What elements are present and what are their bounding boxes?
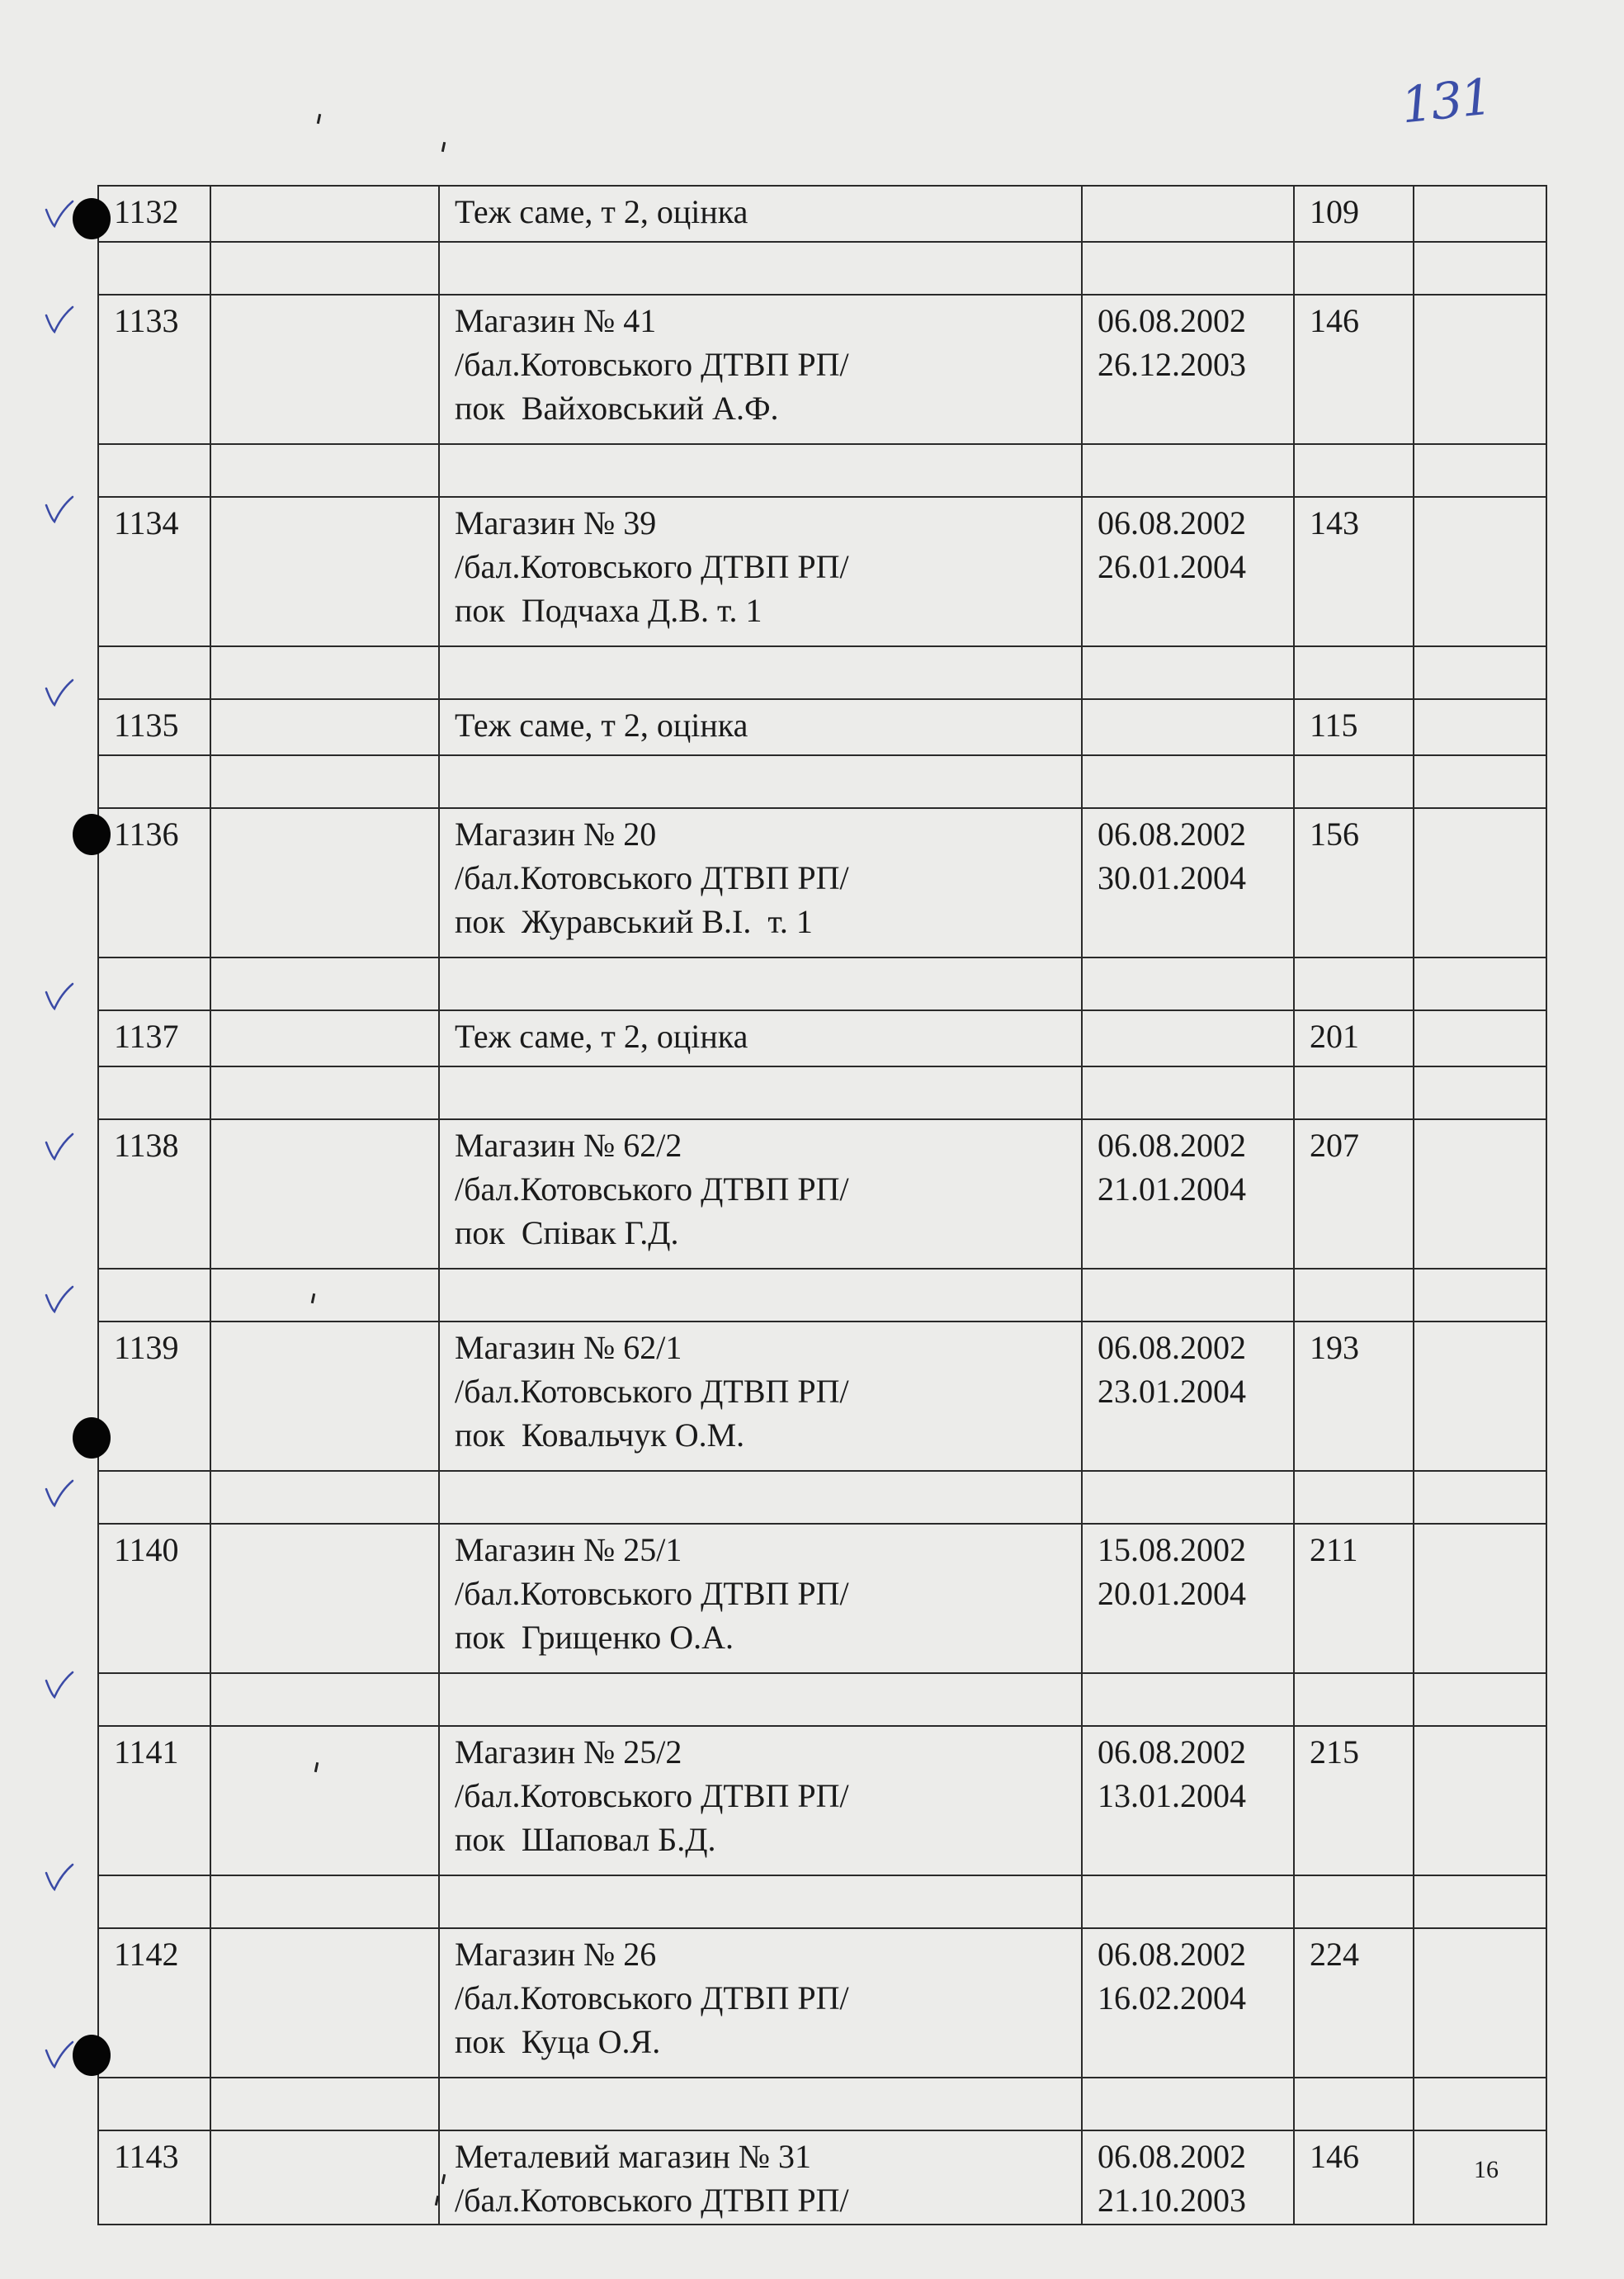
record-description-cell: Магазин № 26 /бал.Котовського ДТВП РП/ пок Куца О.Я. <box>439 1928 1082 2078</box>
record-pages-cell: 201 <box>1294 1010 1414 1066</box>
table-row-spacer <box>98 1066 1546 1119</box>
record-code-cell <box>210 1524 439 1673</box>
table-row <box>98 1726 1546 1875</box>
table-cell <box>1294 444 1414 497</box>
table-cell <box>1082 755 1294 808</box>
checkmark-icon <box>43 1284 76 1317</box>
record-pages-cell: 146 <box>1294 2130 1414 2225</box>
checkmark-icon <box>43 1669 76 1702</box>
record-code-cell <box>210 1119 439 1269</box>
register-table-body <box>98 186 1546 2225</box>
punch-hole-icon <box>73 814 111 855</box>
table-cell <box>98 242 210 295</box>
table-cell <box>1414 444 1546 497</box>
record-note-cell <box>1414 1928 1546 2078</box>
table-cell <box>98 1875 210 1928</box>
table-cell <box>98 1673 210 1726</box>
table-cell <box>1414 1066 1546 1119</box>
checkmark-icon <box>43 494 76 527</box>
record-number-cell: 1137 <box>98 1010 210 1066</box>
paper-speck <box>317 114 321 124</box>
record-code-cell <box>210 1010 439 1066</box>
table-cell <box>210 957 439 1010</box>
table-cell <box>1294 1269 1414 1322</box>
record-dates-cell: 06.08.2002 13.01.2004 <box>1082 1726 1294 1875</box>
table-cell <box>210 1471 439 1524</box>
table-cell <box>1082 444 1294 497</box>
record-number-cell: 1133 <box>98 295 210 444</box>
record-note-cell <box>1414 1322 1546 1471</box>
table-cell <box>439 1673 1082 1726</box>
table-cell <box>1082 646 1294 699</box>
table-cell <box>98 444 210 497</box>
table-cell <box>1414 242 1546 295</box>
record-description-cell: Магазин № 62/1 /бал.Котовського ДТВП РП/ пок Ковальчук О.М. <box>439 1322 1082 1471</box>
table-row-spacer <box>98 1269 1546 1322</box>
table-cell <box>1414 1471 1546 1524</box>
table-row <box>98 699 1546 755</box>
record-description-cell: Теж саме, т 2, оцінка <box>439 699 1082 755</box>
record-number-cell: 1136 <box>98 808 210 957</box>
record-pages-cell: 211 <box>1294 1524 1414 1673</box>
record-dates-cell: 06.08.2002 26.01.2004 <box>1082 497 1294 646</box>
record-description-cell: Магазин № 39 /бал.Котовського ДТВП РП/ пок Подчаха Д.В. т. 1 <box>439 497 1082 646</box>
register-table <box>97 185 1547 2225</box>
table-cell <box>439 1066 1082 1119</box>
record-pages-cell: 146 <box>1294 295 1414 444</box>
table-cell <box>1082 1673 1294 1726</box>
record-description-cell: Магазин № 25/2 /бал.Котовського ДТВП РП/ пок Шаповал Б.Д. <box>439 1726 1082 1875</box>
record-note-cell <box>1414 186 1546 242</box>
record-note-cell <box>1414 295 1546 444</box>
table-cell <box>210 242 439 295</box>
checkmark-icon <box>43 198 76 231</box>
table-cell <box>210 755 439 808</box>
record-code-cell <box>210 808 439 957</box>
checkmark-icon <box>43 981 76 1014</box>
table-cell <box>1294 1875 1414 1928</box>
table-cell <box>210 646 439 699</box>
table-row <box>98 186 1546 242</box>
table-cell <box>210 1875 439 1928</box>
table-cell <box>1082 242 1294 295</box>
record-number-cell: 1141 <box>98 1726 210 1875</box>
checkmark-icon <box>43 1131 76 1164</box>
record-note-cell <box>1414 1010 1546 1066</box>
table-cell <box>1414 646 1546 699</box>
checkmark-icon <box>43 2039 76 2072</box>
table-cell <box>1082 1875 1294 1928</box>
page-number: 16 <box>1474 2156 1499 2183</box>
record-note-cell <box>1414 497 1546 646</box>
table-cell <box>1082 1471 1294 1524</box>
record-code-cell <box>210 1322 439 1471</box>
record-number-cell: 1142 <box>98 1928 210 2078</box>
table-cell <box>439 444 1082 497</box>
record-description-cell: Теж саме, т 2, оцінка <box>439 186 1082 242</box>
punch-hole-icon <box>73 2035 111 2076</box>
record-description-cell: Магазин № 62/2 /бал.Котовського ДТВП РП/ пок Співак Г.Д. <box>439 1119 1082 1269</box>
table-row-spacer <box>98 444 1546 497</box>
record-description-cell: Магазин № 25/1 /бал.Котовського ДТВП РП/ пок Грищенко О.А. <box>439 1524 1082 1673</box>
table-cell <box>439 646 1082 699</box>
table-cell <box>1294 242 1414 295</box>
record-dates-cell: 06.08.2002 21.01.2004 <box>1082 1119 1294 1269</box>
table-cell <box>1294 646 1414 699</box>
record-number-cell: 1135 <box>98 699 210 755</box>
record-description-cell: Теж саме, т 2, оцінка <box>439 1010 1082 1066</box>
table-cell <box>210 2078 439 2130</box>
checkmark-icon <box>43 677 76 710</box>
record-code-cell <box>210 1928 439 2078</box>
record-number-cell: 1132 <box>98 186 210 242</box>
table-cell <box>1294 755 1414 808</box>
record-number-cell: 1140 <box>98 1524 210 1673</box>
table-cell <box>98 957 210 1010</box>
table-cell <box>210 444 439 497</box>
table-cell <box>1082 2078 1294 2130</box>
table-cell <box>1414 2078 1546 2130</box>
table-cell <box>1414 755 1546 808</box>
record-note-cell <box>1414 699 1546 755</box>
record-note-cell <box>1414 1726 1546 1875</box>
table-cell <box>439 755 1082 808</box>
table-row <box>98 1119 1546 1269</box>
table-cell <box>1294 1066 1414 1119</box>
record-dates-cell: 06.08.2002 23.01.2004 <box>1082 1322 1294 1471</box>
record-pages-cell: 193 <box>1294 1322 1414 1471</box>
table-cell <box>1082 1066 1294 1119</box>
checkmark-icon <box>43 1861 76 1894</box>
table-cell <box>1294 1673 1414 1726</box>
record-number-cell: 1143 <box>98 2130 210 2225</box>
record-dates-cell: 06.08.2002 30.01.2004 <box>1082 808 1294 957</box>
record-number-cell: 1138 <box>98 1119 210 1269</box>
record-pages-cell: 143 <box>1294 497 1414 646</box>
record-code-cell <box>210 699 439 755</box>
table-cell <box>1414 1673 1546 1726</box>
table-row <box>98 1524 1546 1673</box>
record-dates-cell: 06.08.2002 16.02.2004 <box>1082 1928 1294 2078</box>
table-row <box>98 808 1546 957</box>
record-code-cell <box>210 295 439 444</box>
table-row-spacer <box>98 2078 1546 2130</box>
table-cell <box>439 1269 1082 1322</box>
table-row-spacer <box>98 242 1546 295</box>
record-note-cell <box>1414 808 1546 957</box>
table-cell <box>98 646 210 699</box>
record-note-cell <box>1414 1524 1546 1673</box>
table-row-spacer <box>98 1875 1546 1928</box>
record-dates-cell: 15.08.2002 20.01.2004 <box>1082 1524 1294 1673</box>
table-row <box>98 1928 1546 2078</box>
record-pages-cell: 207 <box>1294 1119 1414 1269</box>
table-cell <box>1414 1875 1546 1928</box>
paper-speck <box>441 142 446 152</box>
table-cell <box>1294 2078 1414 2130</box>
record-pages-cell: 224 <box>1294 1928 1414 2078</box>
record-code-cell <box>210 1726 439 1875</box>
table-cell <box>1082 957 1294 1010</box>
record-code-cell <box>210 497 439 646</box>
table-row <box>98 1010 1546 1066</box>
table-cell <box>98 1066 210 1119</box>
table-row-spacer <box>98 957 1546 1010</box>
record-pages-cell: 156 <box>1294 808 1414 957</box>
record-dates-cell <box>1082 699 1294 755</box>
record-code-cell <box>210 2130 439 2225</box>
table-row <box>98 295 1546 444</box>
table-cell <box>439 957 1082 1010</box>
table-cell <box>1294 1471 1414 1524</box>
record-dates-cell <box>1082 1010 1294 1066</box>
record-dates-cell: 06.08.2002 21.10.2003 <box>1082 2130 1294 2225</box>
record-description-cell: Металевий магазин № 31 /бал.Котовського ДТВП РП/ <box>439 2130 1082 2225</box>
record-pages-cell: 215 <box>1294 1726 1414 1875</box>
record-pages-cell: 115 <box>1294 699 1414 755</box>
record-description-cell: Магазин № 20 /бал.Котовського ДТВП РП/ пок Журавський В.І. т. 1 <box>439 808 1082 957</box>
record-code-cell <box>210 186 439 242</box>
record-note-cell <box>1414 1119 1546 1269</box>
table-cell <box>98 2078 210 2130</box>
handwritten-page-number: 131 <box>1398 68 1494 135</box>
table-cell <box>210 1269 439 1322</box>
record-dates-cell <box>1082 186 1294 242</box>
table-cell <box>98 1471 210 1524</box>
table-row <box>98 1322 1546 1471</box>
punch-hole-icon <box>73 1417 111 1459</box>
table-row-spacer <box>98 1471 1546 1524</box>
table-cell <box>439 242 1082 295</box>
checkmark-icon <box>43 304 76 337</box>
table-cell <box>439 1875 1082 1928</box>
table-row <box>98 497 1546 646</box>
table-row <box>98 2130 1546 2225</box>
record-dates-cell: 06.08.2002 26.12.2003 <box>1082 295 1294 444</box>
record-pages-cell: 109 <box>1294 186 1414 242</box>
table-cell <box>1414 1269 1546 1322</box>
table-row-spacer <box>98 1673 1546 1726</box>
table-cell <box>210 1673 439 1726</box>
punch-hole-icon <box>73 198 111 239</box>
record-description-cell: Магазин № 41 /бал.Котовського ДТВП РП/ пок Вайховський А.Ф. <box>439 295 1082 444</box>
record-number-cell: 1139 <box>98 1322 210 1471</box>
table-cell <box>1082 1269 1294 1322</box>
table-cell <box>1294 957 1414 1010</box>
record-number-cell: 1134 <box>98 497 210 646</box>
table-cell <box>210 1066 439 1119</box>
table-row-spacer <box>98 646 1546 699</box>
checkmark-icon <box>43 1478 76 1511</box>
table-cell <box>1414 957 1546 1010</box>
table-row-spacer <box>98 755 1546 808</box>
table-cell <box>98 755 210 808</box>
table-cell <box>439 2078 1082 2130</box>
table-cell <box>98 1269 210 1322</box>
table-cell <box>439 1471 1082 1524</box>
